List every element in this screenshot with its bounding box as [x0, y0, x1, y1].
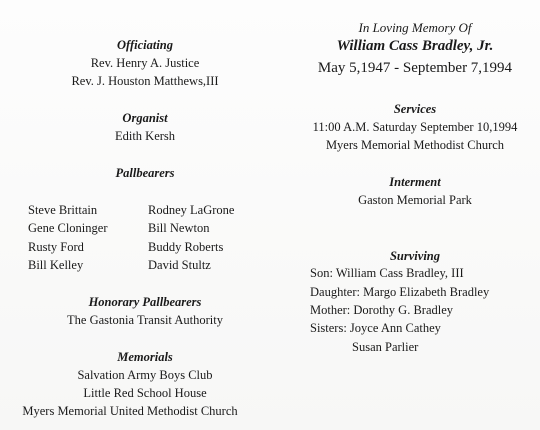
pallbearer: Gene Cloninger: [28, 221, 108, 235]
organist-name: Edith Kersh: [114, 129, 176, 143]
memory-title: In Loving Memory Of: [358, 20, 472, 35]
pallbearer: Rusty Ford: [28, 240, 84, 254]
memorials-heading: Memorials: [117, 350, 173, 364]
interment-place: Gaston Memorial Park: [358, 193, 472, 207]
memorial-item: Myers Memorial United Methodist Church: [22, 404, 238, 418]
interment-heading: Interment: [389, 175, 441, 189]
services-place: Myers Memorial Methodist Church: [325, 138, 505, 152]
pallbearer: Steve Brittain: [28, 203, 98, 217]
organist-heading: Organist: [122, 111, 168, 125]
memorial-item: Little Red School House: [83, 386, 207, 400]
services-time: 11:00 A.M. Saturday September 10,1994: [312, 120, 518, 134]
officiating-heading: Officiating: [116, 38, 174, 52]
pallbearer: Rodney LaGrone: [148, 203, 235, 217]
officiant-1: Rev. Henry A. Justice: [90, 56, 200, 70]
survivor-line: Sisters: Joyce Ann Cathey: [310, 321, 441, 335]
honorary-pallbearers-heading: Honorary Pallbearers: [88, 295, 202, 309]
pallbearer: Bill Newton: [148, 221, 210, 235]
survivor-line: Susan Parlier: [352, 340, 419, 354]
survivor-line: Mother: Dorothy G. Bradley: [310, 303, 454, 317]
survivor-line: Son: William Cass Bradley, III: [310, 266, 464, 280]
deceased-name: William Cass Bradley, Jr.: [336, 38, 494, 54]
memorial-item: Salvation Army Boys Club: [77, 368, 213, 382]
pallbearer: David Stultz: [148, 258, 211, 272]
officiant-2: Rev. J. Houston Matthews,III: [71, 74, 219, 88]
services-heading: Services: [393, 102, 437, 116]
pallbearer: Buddy Roberts: [148, 240, 224, 254]
surviving-heading: Surviving: [389, 249, 440, 263]
honorary-pallbearers-name: The Gastonia Transit Authority: [67, 313, 223, 327]
survivor-line: Daughter: Margo Elizabeth Bradley: [310, 285, 490, 299]
pallbearers-heading: Pallbearers: [115, 166, 175, 180]
pallbearer: Bill Kelley: [28, 258, 84, 272]
life-dates: May 5,1947 - September 7,1994: [317, 60, 513, 76]
